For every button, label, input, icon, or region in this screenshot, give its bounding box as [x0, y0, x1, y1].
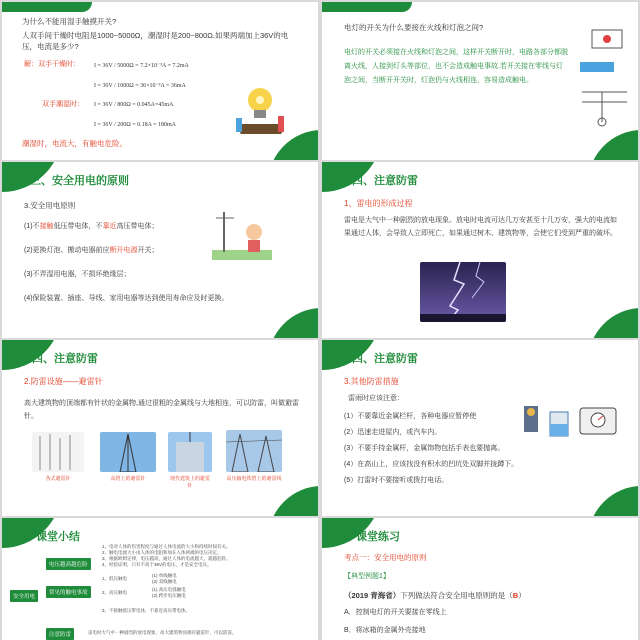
rule-4: (4)保险装置、插座、导线、家用电器等达到使用寿命应及时更换。: [24, 295, 229, 302]
building-photo: [168, 432, 212, 472]
rule-2: [24, 246, 159, 257]
shock-2a: (1) 高压电弧触电: [152, 587, 186, 592]
title-text: 课堂练习: [356, 531, 400, 543]
question: 电灯的开关为什么要接在火线和灯泡之间?: [344, 23, 484, 32]
formula-3: I = 36V / 800Ω = 0.045A=45mA: [94, 102, 174, 108]
slide-3[interactable]: [2, 162, 318, 338]
shock-3: 3、不接触低压带电体，不靠近高压带电体。: [102, 608, 191, 613]
branch-2: 常见的触电事故: [46, 586, 91, 598]
paragraph: 高大建筑物的顶端都有针状的金属物,通过很粗的金属线与大地相连，可以防雷，叫做避雷针。: [24, 400, 299, 420]
subtitle: 1、雷电的形成过程: [344, 199, 413, 208]
example-label: 【典型例题1】: [344, 573, 390, 580]
rule-2-a: (2)更换灯泡、搬动电器前应: [24, 247, 110, 254]
tip-3: (3）不要手持金属杆，金属饰物包括手表也要抛离。: [344, 445, 505, 452]
tip-4: (4）在高山上，应该找没有积水的凹坑处双脚并拢蹲下。: [344, 461, 519, 468]
note-5: 雷电时大气中一种剧烈的放电现象，高大建筑物顶端有避雷针，可以防雷。: [88, 630, 237, 635]
tip-1: (1）不要靠近金属栏杆，各种电器应暂停使: [344, 413, 477, 420]
question-text: 下列做法符合安全用电原则的是（: [400, 591, 513, 600]
corner-decoration: [588, 308, 638, 338]
slide-title: [352, 350, 418, 366]
rule-2-b: 断开电源: [109, 247, 138, 254]
formula-1: I = 36V / 5000Ω = 7.2×10⁻³A = 7.2mA: [94, 63, 189, 69]
subtitle: 2.防雷设施——避雷针: [24, 377, 103, 386]
rule-1-c: 低压带电体，不: [53, 223, 103, 230]
branch-1: 电压越高越危险: [46, 558, 91, 570]
caption-2: 高塔上的避雷针: [110, 476, 146, 482]
slide-title: [352, 172, 418, 188]
question: 为什么不能用湿手触摸开关?: [22, 17, 117, 26]
caption-4: 高压输电铁塔上的避雷线: [226, 476, 282, 482]
lead: 雷雨时应该注意：: [348, 395, 404, 402]
dry-label: 解：双手干燥时：: [24, 61, 80, 68]
shock-2: 2、高压触电: [102, 590, 128, 595]
slide-6[interactable]: [322, 340, 638, 516]
question-line: [344, 590, 526, 601]
lightning-rods-photo: [32, 432, 84, 472]
tip-2: (2）迅速走进屋内，或汽车内。: [344, 429, 442, 436]
title-text: 四、注意防雷: [352, 175, 418, 187]
paragraph: 人双手间干燥时电阻是1000~5000Ω，潮湿时是200~800Ω.如果两端加上36V的电压，电流是多少?: [22, 31, 289, 52]
slide-7[interactable]: [2, 518, 318, 640]
slide-8[interactable]: [322, 518, 638, 640]
rule-1-d: 靠近: [102, 223, 117, 230]
corner-decoration: [268, 486, 318, 516]
slide-2[interactable]: [322, 2, 638, 160]
circuit-diagram-icon: [572, 22, 632, 132]
safety-illustration: [212, 202, 272, 264]
rule-1-a: (1)不: [24, 223, 40, 230]
wet-label: 双手潮湿时：: [42, 101, 84, 108]
corner-decoration: [268, 308, 318, 338]
paragraph: 雷电是大气中一种剧烈的放电现象。放电时电流可达几万安甚至十几万安，强大的电流如果通过人体，会导致人立即死亡，如果通过树木、建筑物等，会使它们受到严重的破坏。: [344, 217, 617, 238]
lab-equipment-icon: [522, 398, 622, 438]
note-4: 4、经验证明，只有不高于36V的电压，才是安全电压。: [102, 562, 212, 567]
slide-4[interactable]: [322, 162, 638, 338]
caption-3: 现代建筑上的避雷针: [169, 476, 210, 489]
slide-title: [32, 350, 98, 366]
answer: B: [512, 591, 519, 600]
rule-3: (3)不弄湿用电器，不损坏绝缘层；: [24, 271, 131, 278]
slide-title: [356, 528, 400, 544]
lab-illustration: [230, 84, 290, 140]
header-band: [2, 2, 92, 12]
key-point: 考点一：安全用电的原则: [344, 553, 427, 562]
title-text: 三、安全用电的原则: [30, 175, 129, 187]
tip-5: (5）打雷时不要接听或拨打电话。: [344, 477, 449, 484]
rule-1-e: 高压带电体；: [116, 223, 159, 230]
rule-2-c: 开关；: [137, 247, 159, 254]
slide-title: [36, 528, 80, 544]
shock-1: 1、低压触电: [102, 576, 128, 581]
header-band: [322, 2, 412, 12]
corner-decoration: [588, 486, 638, 516]
note-3: 3、根据欧姆定律，电压越高，通过人体的电流越大，就越危险。: [102, 556, 231, 561]
root-node: 安全用电: [10, 590, 38, 602]
shock-1a: (1) 单线触电: [152, 573, 177, 578]
question-close: ）: [518, 591, 526, 600]
slide-1[interactable]: [2, 2, 318, 160]
rule-1: [24, 222, 159, 233]
pylon-photo: [226, 430, 282, 472]
slide-title: [30, 172, 129, 188]
formula-4: I = 36V / 200Ω = 0.18A = 180mA: [94, 122, 177, 128]
conclusion: 潮湿时，电流大，有触电危险。: [22, 139, 127, 148]
title-text: 课堂小结: [36, 531, 80, 543]
tower-photo: [100, 432, 156, 472]
caption-1: 各式避雷针: [45, 476, 71, 482]
slide-5[interactable]: [2, 340, 318, 516]
option-b[interactable]: B．将冰箱的金属外壳接地: [344, 627, 426, 634]
subtitle: 3.其他防雷措施: [344, 377, 399, 386]
title-text: 四、注意防雷: [352, 353, 418, 365]
branch-3: 注意防雷: [46, 628, 74, 640]
note-2: 2、触电电流大小由人体的电阻和加在人体两端的电压决定。: [102, 550, 222, 555]
question-source: （2019 青海省）: [344, 591, 401, 600]
shock-1b: (2) 双线触电: [152, 579, 177, 584]
answer-paragraph: 电灯的开关必须接在火线和灯泡之间，这样开关断开时，电路各部分都脱离火线，人接到灯头等部位，也不会造成触电事故.若开关接在零线与灯泡之间，当断开开关时，灯泡仍与火线相连，容易造成触电。: [344, 49, 568, 84]
title-text: 四、注意防雷: [32, 353, 98, 365]
shock-2b: (2) 跨步电压触电: [152, 593, 186, 598]
note-1: 1、电对人体的伤害程度与通过人体电流的大小和持续时间有关。: [102, 544, 231, 549]
formula-2: I = 36V / 1000Ω = 36×10⁻³A = 36mA: [94, 83, 186, 89]
subtitle: 3.安全用电原则: [24, 201, 76, 210]
rule-1-b: 接触: [39, 223, 54, 230]
option-a[interactable]: A．控制电灯的开关要接在零线上: [344, 609, 447, 616]
lightning-photo: [420, 262, 506, 322]
corner-decoration: [588, 130, 638, 160]
